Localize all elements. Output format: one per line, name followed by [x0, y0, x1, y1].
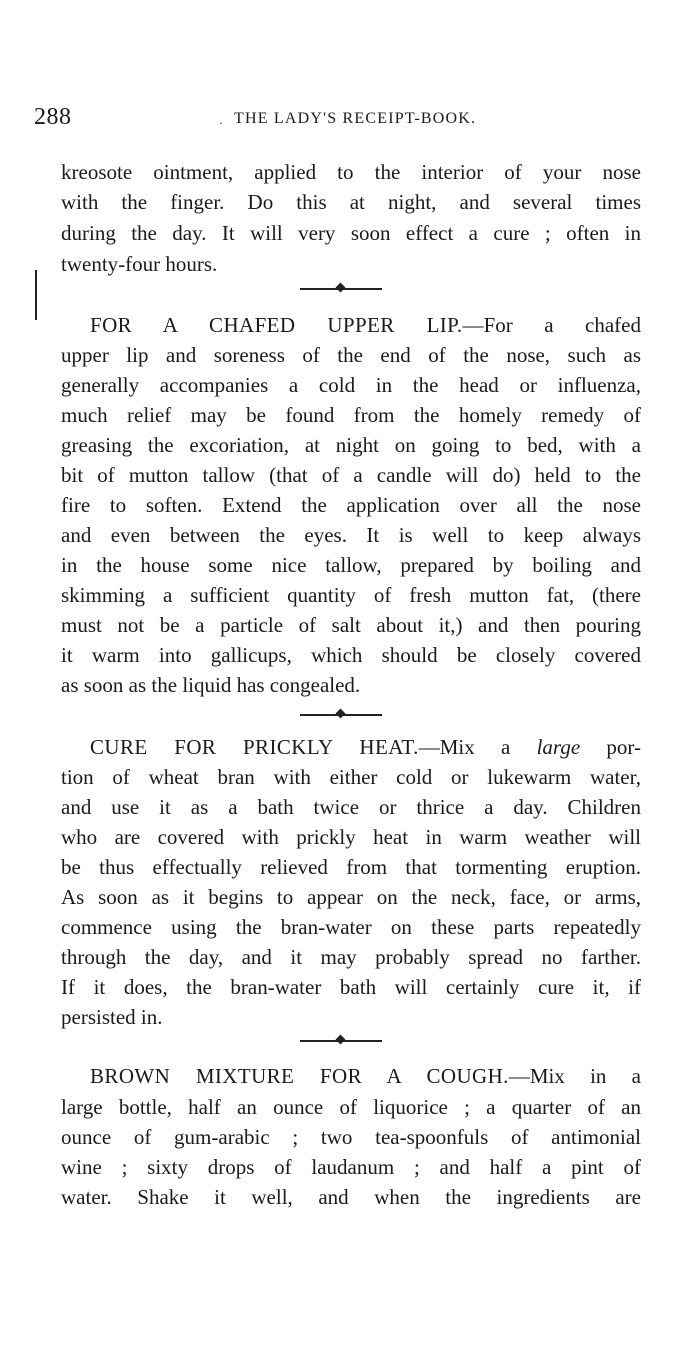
- body-line: during the day. It will very soon effect a cure ; often in: [61, 221, 641, 245]
- body-line: it warm into gallicups, which should be closely covered: [61, 643, 641, 667]
- section-heading: CURE FOR PRICKLY HEAT.: [90, 735, 419, 759]
- body-line: upper lip and soreness of the end of the nose, such as: [61, 343, 641, 367]
- margin-mark: [35, 270, 37, 320]
- body-line: tion of wheat bran with either cold or lukewarm water,: [61, 765, 641, 789]
- body-line: who are covered with prickly heat in warm weather will: [61, 825, 641, 849]
- paragraph-first-line: BROWN MIXTURE FOR A COUGH.—Mix in a: [90, 1064, 642, 1088]
- paragraph-first-line: CURE FOR PRICKLY HEAT.—Mix a large por-: [90, 735, 641, 759]
- body-line: bit of mutton tallow (that of a candle will do) held to the: [61, 463, 641, 487]
- page-header: [34, 104, 640, 140]
- body-line: large bottle, half an ounce of liquorice ; a quarter of an: [61, 1095, 641, 1119]
- body-line: skimming a sufficient quantity of fresh mutton fat, (there: [61, 583, 641, 607]
- body-line: kreosote ointment, applied to the interior of your nose: [61, 160, 641, 184]
- body-line: twenty-four hours.: [61, 252, 218, 276]
- paragraph-first-line: FOR A CHAFED UPPER LIP.—For a chafed: [90, 313, 641, 337]
- body-line: water. Shake it well, and when the ingredients are: [61, 1185, 641, 1209]
- section-separator: [300, 283, 382, 293]
- body-line: wine ; sixty drops of laudanum ; and half a pint of: [61, 1155, 641, 1179]
- body-line: commence using the bran-water on these parts repeatedly: [61, 915, 641, 939]
- body-line: in the house some nice tallow, prepared by boiling and: [61, 553, 641, 577]
- body-line: with the finger. Do this at night, and several times: [61, 190, 641, 214]
- section-separator: [300, 709, 382, 719]
- body-line: persisted in.: [61, 1005, 163, 1029]
- body-line: If it does, the bran-water bath will certainly cure it, if: [61, 975, 641, 999]
- section-heading: BROWN MIXTURE FOR A COUGH.: [90, 1064, 509, 1088]
- body-line: be thus effectually relieved from that tormenting eruption.: [61, 855, 641, 879]
- section-heading: FOR A CHAFED UPPER LIP.: [90, 313, 463, 337]
- body-line: ounce of gum-arabic ; two tea-spoonfuls of antimonial: [61, 1125, 641, 1149]
- body-line: and even between the eyes. It is well to keep always: [61, 523, 641, 547]
- header-dot: ·: [219, 116, 223, 130]
- page-number: 288: [34, 104, 72, 130]
- body-line: generally accompanies a cold in the head or influenza,: [61, 373, 641, 397]
- body-line: much relief may be found from the homely remedy of: [61, 403, 641, 427]
- body-line: as soon as the liquid has congealed.: [61, 673, 361, 697]
- body-line: must not be a particle of salt about it,) and then pouring: [61, 613, 641, 637]
- body-line: and use it as a bath twice or thrice a day. Children: [61, 795, 641, 819]
- body-line: through the day, and it may probably spread no farther.: [61, 945, 641, 969]
- running-title: THE LADY'S RECEIPT-BOOK.: [234, 110, 477, 127]
- body-line: greasing the excoriation, at night on going to bed, with a: [61, 433, 641, 457]
- body-line: fire to soften. Extend the application over all the nose: [61, 493, 641, 517]
- body-line: As soon as it begins to appear on the neck, face, or arms,: [61, 885, 641, 909]
- section-separator: [300, 1035, 382, 1045]
- italic-word: large: [536, 735, 581, 759]
